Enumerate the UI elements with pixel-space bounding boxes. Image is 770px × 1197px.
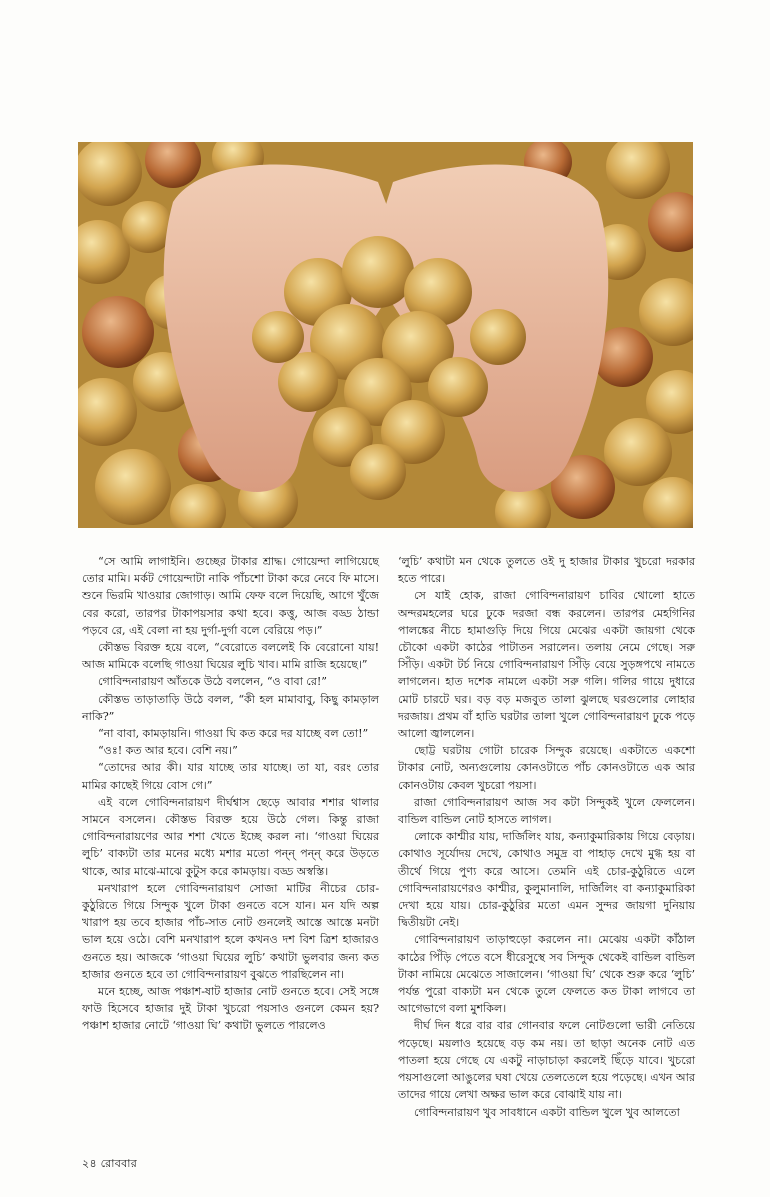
paragraph: লোকে কাশ্মীর যায়, দার্জিলিং যায়, কন্যাকুমারিকায় গিয়ে বেড়ায়। কোথাও সূর্যোদয় দেখে, কোথাও সমুদ্র বা পাহাড় দেখে মুগ্ধ হয় বা তীর্থে গিয়ে পুণ্য করে আসে। তেমনি এই চোর-কুঠুরিতে এলে গোবিন্দনারায়ণেরও কাশ্মীর, কুলুমানালি, দার্জিলিং বা কন্যাকুমারিকা দেখা হয়ে যায়। চোর-কুঠুরির মতো এমন সুন্দর জায়গা দুনিয়ায় দ্বিতীয়টা নেই। [398,830,695,930]
page-footer: ২৪ রোববার [82,1157,138,1170]
article-column-right [398,553,695,1121]
paragraph: সে যাই হোক, রাজা গোবিন্দনারায়ণ চাবির থোলো হাতে অন্দরমহলের ঘরে ঢুকে দরজা বন্ধ করলেন। তারপর মেহগিনির পালঙ্কের নীচে হামাগুড়ি দিয়ে গিয়ে মেঝের একটা জায়গা থেকে চৌকো একটা কাঠের পাটাতন সরালেন। তলায় নেমে গেছে। সরু সিঁড়ি। একটা টর্চ নিয়ে গোবিন্দনারায়ণ সিঁড়ি বেয়ে সুড়ঙ্গপথে নামতে লাগলেন। হাত দশেক নামলে একটা সরু গলি। গলির গায়ে দুধারে মোট চারটে ঘর। বড় বড় মজবুত তালা ঝুলছে ঘরগুলোর লোহার দরজায়। প্রথম বাঁ হাতি ঘরটার তালা খুলে গোবিন্দনারায়ণ ঢুকে পড়ে আলো জ্বাললেন। [398,589,695,741]
paragraph-continued: ‘লুচি’ কথাটা মন থেকে তুলতে ওই দু হাজার টাকার খুচরো দরকার হতে পারে। [398,555,696,586]
paragraph: রাজা গোবিন্দনারায়ণ আজ সব কটা সিন্দুকই খুলে ফেললেন। বান্ডিল বান্ডিল নোট হাসতে লাগল। [398,795,695,827]
paragraph: কৌস্তভ তাড়াতাড়ি উঠে বলল, “কী হল মামাবাবু, কিছু কামড়াল নাকি?” [82,692,379,723]
paragraph: “না বাবা, কামড়ায়নি। গাওয়া ঘি কত করে দর যাচ্ছে বল তো!” [98,727,369,741]
paragraph: “তোদের আর কী। যার যাচ্ছে তার যাচ্ছে। তা যা, বরং তোর মামির কাছেই গিয়ে বোস গে।” [82,761,379,792]
coins-in-hands-photo [78,142,693,528]
paragraph: “সে আমি লাগাইনি। গুচ্ছের টাকার শ্রাদ্ধ। গোয়েন্দা লাগিয়েছে তোর মামি। মর্কট গোয়েন্দাটা নাকি পাঁচশো টাকা করে নেবে ফি মাসে। শুনে ভিরমি খাওয়ার জোগাড়। আমি ফেফ বলে দিয়েছি, আগে খুঁজে বের করো, তারপর টাকাপয়সার কথা হবে। কত্তু, আজ বড্ড ঠান্ডা পড়বে রে, এই বেলা না হয় দুর্গা-দুর্গা বলে বেরিয়ে পড়।” [82,555,379,637]
paragraph: এই বলে গোবিন্দনারায়ণ দীর্ঘশ্বাস ছেড়ে আবার শশার থালার সামনে বসলেন। কৌস্তভ বিরক্ত হয়ে উঠে গেল। কিন্তু রাজা গোবিন্দনারায়ণের আর শশা খেতে ইচ্ছে করল না। ‘গাওয়া ঘিয়ের লুচি’ বাক্যটা তার মনের মধ্যে মশার মতো পন্‌ন্ পন্‌ন্ করে উড়তে থাকে, আর মাঝে-মাঝে কুটুস করে কামড়ায়। বড্ড অস্বস্তি। [82,795,379,878]
paragraph: দীর্ঘ দিন ধরে বার বার গোনবার ফলে নোটগুলো ভারী নেতিয়ে পড়েছে। ময়লাও হয়েছে বড় কম নয়। তা ছাড়া অনেক নোট এত পাতলা হয়ে গেছে যে একটু নাড়াচাড়া করলেই ছিঁড়ে যাবে। খুচরো পয়সাগুলো আঙুলের ঘষা খেয়ে তেলতেলে হয়ে পড়েছে। এখন আর তাদের গায়ে লেখা অক্ষর ভাল করে বোঝাই যায় না। [398,1019,695,1102]
paragraph: গোবিন্দনারায়ণ আঁতকে উঠে বললেন, “ও বাবা রে!” [98,675,327,689]
paragraph: ছোট্ট ঘরটায় গোটা চারেক সিন্দুক রয়েছে। একটাতে একশো টাকার নোট, অন্যগুলোয় কোনওটাতে পাঁচ কোনওটাতে এক আর কোনওটায় কেবল খুচরো পয়সা। [398,744,695,792]
paragraph: মনে হচ্ছে, আজ পঞ্চাশ-ষাট হাজার নোট গুনতে হবে। সেই সঙ্গে ফাউ হিসেবে হাজার দুই টাকা খুচরো পয়সাও গুনলে কেমন হয়? পঞ্চাশ হাজার নোটে ‘গাওয়া ঘি’ কথাটা ভুলতে পারলেও [82,985,379,1033]
paragraph: মনখারাপ হলে গোবিন্দনারায়ণ সোজা মাটির নীচের চোর-কুঠুরিতে গিয়ে সিন্দুক খুলে টাকা গুনতে বসে যান। মন যদি অল্প খারাপ হয় তবে হাজার পাঁচ-সাত নোট গুনলেই আস্তে আস্তে মনটা ভাল হয়ে ওঠে। বেশি মনখারাপ হলে কখনও দশ বিশ ত্রিশ হাজারও গুনতে হয়। আজকে ‘গাওয়া ঘিয়ের লুচি’ কথাটা ভুলবার জন্য কত হাজার গুনতে হবে তা গোবিন্দনারায়ণ বুঝতে পারছিলেন না। [82,881,379,981]
paragraph: “ওঃ! কত আর হবে। বেশি নয়।” [98,744,238,758]
article-column-left [82,553,379,1035]
paragraph: কৌস্তভ বিরক্ত হয়ে বলে, “বেরোতে বললেই কি বেরোনো যায়! আজ মামিকে বলেছি গাওয়া ঘিয়ের লুচি খাব। মামি রাজি হয়েছে।” [82,641,379,672]
paragraph: গোবিন্দনারায়ণ তাড়াহুড়ো করলেন না। মেঝেয় একটা কাঁঠাল কাঠের পিঁড়ি পেতে বসে ধীরেসুস্থে সব সিন্দুক থেকেই বান্ডিল বান্ডিল টাকা নামিয়ে মেঝেতে সাজালেন। ‘গাওয়া ঘি’ থেকে শুরু করে ‘লুচি’ পর্যন্ত পুরো বাক্যটা মন থেকে তুলে ফেলতে কত টাকা লাগবে তা আগেভাগে বলা মুশকিল। [398,933,695,1016]
paragraph: গোবিন্দনারায়ণ খুব সাবধানে একটা বান্ডিল খুলে খুব আলতো [414,1105,680,1119]
